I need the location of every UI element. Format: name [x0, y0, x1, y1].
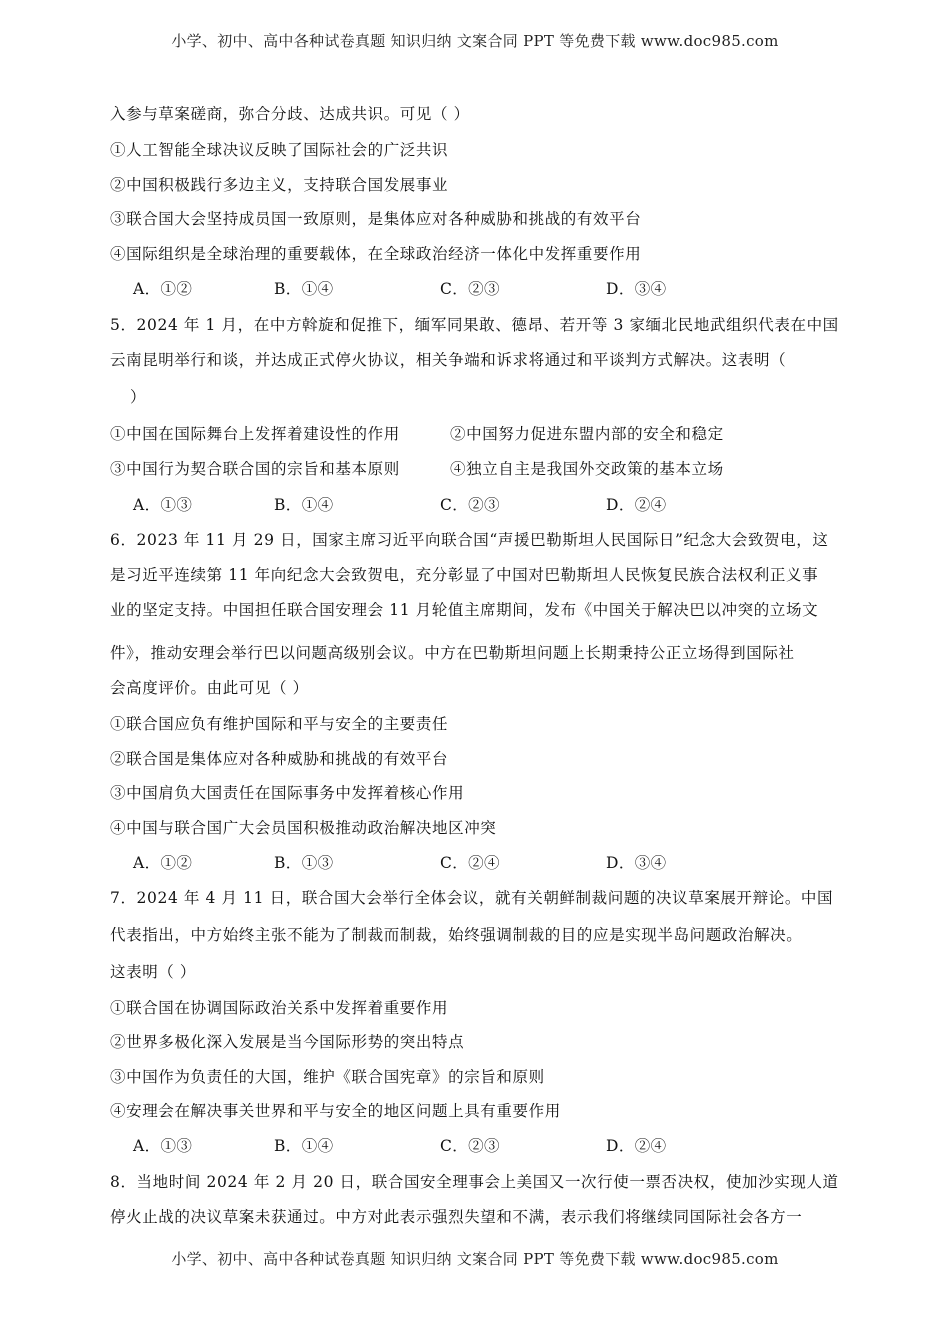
q4-stem: 入参与草案磋商，弥合分歧、达成共识。可见（ ） — [110, 105, 470, 123]
q4-option-b: B．①④ — [274, 280, 334, 298]
q6-stem-line-2: 是习近平连续第 11 年向纪念大会致贺电，充分彰显了中国对巴勒斯坦人民恢复民族合法权利正义事 — [110, 566, 819, 584]
q5-option-a: A．①③ — [133, 496, 193, 514]
q6-item-1: ①联合国应负有维护国际和平与安全的主要责任 — [110, 715, 449, 733]
q4-item-2: ②中国积极践行多边主义，支持联合国发展事业 — [110, 176, 449, 194]
q7-item-3: ③中国作为负责任的大国，维护《联合国宪章》的宗旨和原则 — [110, 1068, 545, 1086]
q7-item-2: ②世界多极化深入发展是当今国际形势的突出特点 — [110, 1033, 465, 1051]
q6-item-2: ②联合国是集体应对各种威胁和挑战的有效平台 — [110, 750, 449, 768]
q5-option-c: C．②③ — [440, 496, 500, 514]
q8-stem-line-1: 8．当地时间 2024 年 2 月 20 日，联合国安全理事会上美国又一次行使一票否决权，使加沙实现人道 — [110, 1173, 839, 1191]
q4-option-c: C．②③ — [440, 280, 500, 298]
page-footer: 小学、初中、高中各种试卷真题 知识归纳 文案合同 PPT 等免费下载 www.doc985.com — [171, 1250, 779, 1268]
q8-stem-line-2: 停火止战的决议草案未获通过。中方对此表示强烈失望和不满，表示我们将继续同国际社会各方一 — [110, 1208, 803, 1226]
q5-item-4: ④独立自主是我国外交政策的基本立场 — [450, 460, 724, 478]
q4-item-3: ③联合国大会坚持成员国一致原则，是集体应对各种威胁和挑战的有效平台 — [110, 210, 642, 228]
q7-option-a: A．①③ — [133, 1137, 193, 1155]
q7-option-d: D．②④ — [606, 1137, 667, 1155]
q6-option-b: B．①③ — [274, 854, 334, 872]
q6-option-a: A．①② — [133, 854, 193, 872]
q6-stem-line-4: 件》，推动安理会举行巴以问题高级别会议。中方在巴勒斯坦问题上长期秉持公正立场得到国际社 — [110, 644, 795, 662]
q7-stem-line-1: 7．2024 年 4 月 11 日，联合国大会举行全体会议，就有关朝鲜制裁问题的决议草案展开辩论。中国 — [110, 889, 834, 907]
q6-stem-line-5: 会高度评价。由此可见（ ） — [110, 679, 309, 697]
q6-item-4: ④中国与联合国广大会员国积极推动政治解决地区冲突 — [110, 819, 497, 837]
q7-stem-line-3: 这表明（ ） — [110, 963, 197, 981]
q7-stem-line-2: 代表指出，中方始终主张不能为了制裁而制裁，始终强调制裁的目的应是实现半岛问题政治解决。 — [110, 926, 803, 944]
q4-item-1: ①人工智能全球决议反映了国际社会的广泛共识 — [110, 141, 449, 159]
q4-item-4: ④国际组织是全球治理的重要载体，在全球政治经济一体化中发挥重要作用 — [110, 245, 642, 263]
q5-item-3: ③中国行为契合联合国的宗旨和基本原则 — [110, 460, 400, 478]
q7-option-b: B．①④ — [274, 1137, 334, 1155]
q4-option-d: D．③④ — [606, 280, 667, 298]
q6-option-c: C．②④ — [440, 854, 500, 872]
q5-item-1: ①中国在国际舞台上发挥着建设性的作用 — [110, 425, 400, 443]
q5-stem-line-3: ） — [130, 388, 147, 406]
q6-option-d: D．③④ — [606, 854, 667, 872]
q6-stem-line-3: 业的坚定支持。中国担任联合国安理会 11 月轮值主席期间，发布《中国关于解决巴以冲突的立场文 — [110, 601, 819, 619]
q5-stem-line-2: 云南昆明举行和谈，并达成正式停火协议，相关争端和诉求将通过和平谈判方式解决。这表明（ — [110, 351, 787, 369]
page-header: 小学、初中、高中各种试卷真题 知识归纳 文案合同 PPT 等免费下载 www.doc985.com — [171, 32, 779, 50]
q6-stem-line-1: 6．2023 年 11 月 29 日，国家主席习近平向联合国“声援巴勒斯坦人民国际日”纪念大会致贺电，这 — [110, 531, 829, 549]
q5-item-2: ②中国努力促进东盟内部的安全和稳定 — [450, 425, 724, 443]
q7-item-4: ④安理会在解决事关世界和平与安全的地区问题上具有重要作用 — [110, 1102, 561, 1120]
q5-option-b: B．①④ — [274, 496, 334, 514]
q7-item-1: ①联合国在协调国际政治关系中发挥着重要作用 — [110, 999, 449, 1017]
q6-item-3: ③中国肩负大国责任在国际事务中发挥着核心作用 — [110, 784, 465, 802]
q5-option-d: D．②④ — [606, 496, 667, 514]
q4-option-a: A．①② — [133, 280, 193, 298]
q5-stem-line-1: 5．2024 年 1 月，在中方斡旋和促推下，缅军同果敢、德昂、若开等 3 家缅北民地武组织代表在中国 — [110, 316, 839, 334]
q7-option-c: C．②③ — [440, 1137, 500, 1155]
